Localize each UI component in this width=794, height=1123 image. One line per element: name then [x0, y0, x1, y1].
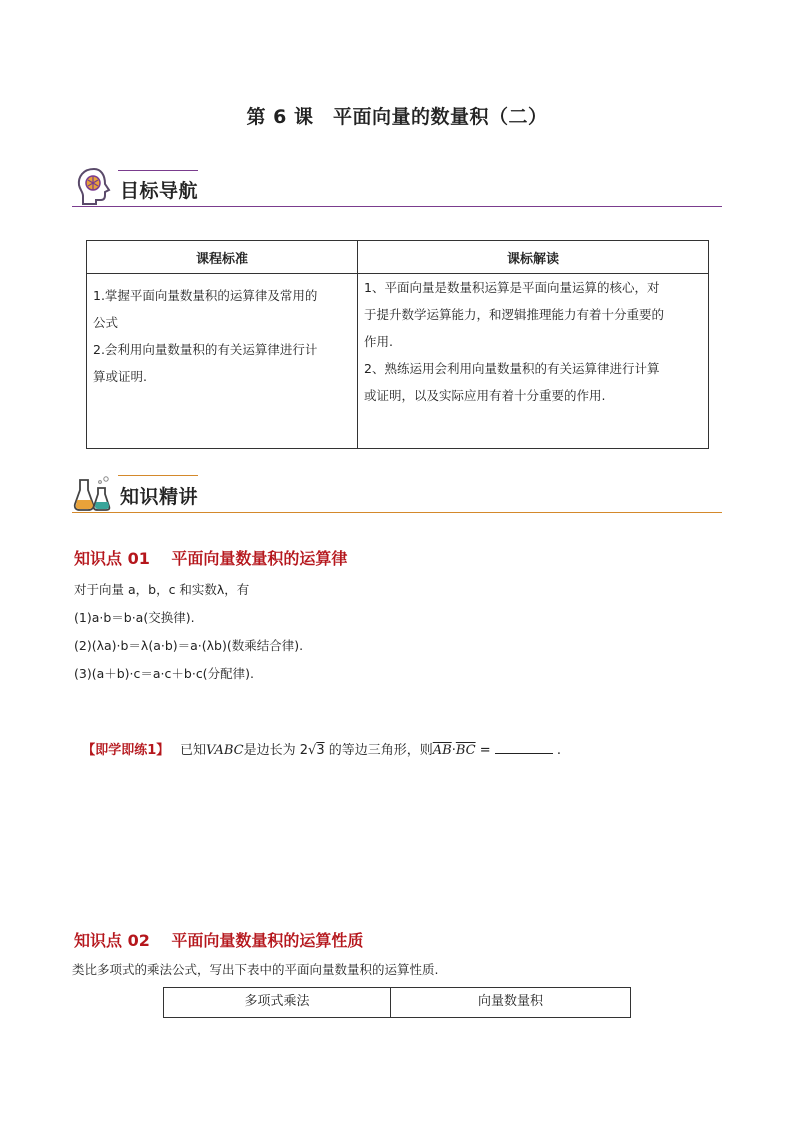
cell-line: 于提升数学运算能力，和逻辑推理能力有着十分重要的: [364, 307, 665, 322]
dot-operator: ·: [451, 743, 456, 758]
section-goal-heading: 目标导航: [120, 180, 199, 202]
kp1-line: 对于向量 a，b，c 和实数λ，有: [74, 582, 250, 597]
section-knowledge-top-rule: [118, 475, 198, 476]
cell-line: 2.会利用向量数量积的有关运算律进行计: [93, 342, 318, 357]
knowledge-point-1-title: 知识点 01 平面向量数量积的运算律: [74, 549, 348, 568]
section-knowledge-header: [70, 472, 722, 516]
cell-line: 作用.: [364, 334, 393, 349]
table-header: 课标解读: [358, 241, 709, 274]
kp1-line: (2)(λa)·b＝λ(a·b)＝a·(λb)(数乘结合律).: [74, 638, 304, 653]
table-header: 向量数量积: [391, 988, 631, 1018]
cell-line: 公式: [93, 315, 119, 330]
cell-line: 1、平面向量是数量积运算是平面向量运算的核心，对: [364, 280, 660, 295]
lab-flask-icon: [72, 474, 114, 514]
cell-line: 2、熟练运用会利用向量数量积的有关运算律进行计算: [364, 361, 660, 376]
knowledge-point-2-title: 知识点 02 平面向量数量积的运算性质: [74, 931, 364, 950]
kp1-line: (3)(a＋b)·c＝a·c＋b·c(分配律).: [74, 666, 254, 681]
radical-expression: [300, 743, 325, 758]
equals-sign: =: [475, 743, 495, 758]
table-header: 课程标准: [87, 241, 358, 274]
vector-ab: $\overline{AB}$: [432, 743, 452, 758]
exercise-text: 已知: [162, 743, 206, 758]
kp1-line: (1)a·b＝b·a(交换律).: [74, 610, 195, 625]
sqrt-icon: √: [308, 743, 317, 758]
interpretation-cell: [358, 274, 709, 449]
cell-line: 1.掌握平面向量数量积的运算律及常用的: [93, 288, 318, 303]
radical-coefficient: 2: [299, 743, 309, 758]
table-header: 多项式乘法: [164, 988, 391, 1018]
section-knowledge-heading: 知识精讲: [120, 486, 199, 508]
section-goal-top-rule: [118, 170, 198, 171]
answer-blank[interactable]: [495, 741, 553, 754]
vector-bc: $\overline{BC}$: [455, 743, 476, 758]
cell-line: 算或证明.: [93, 369, 147, 384]
brain-head-icon: [74, 166, 114, 208]
section-goal-header: [70, 166, 722, 210]
page-title: 第 6 课 平面向量的数量积（二）: [246, 106, 548, 128]
exercise-label: 【即学即练1】: [82, 743, 163, 758]
radical-argument: 3: [316, 743, 325, 758]
exercise-text: 是边长为: [243, 743, 300, 758]
triangle-symbol: VABC: [205, 743, 244, 758]
kp2-intro: 类比多项式的乘法公式，写出下表中的平面向量数量积的运算性质.: [72, 962, 439, 977]
polynomial-vector-table: [163, 987, 631, 1018]
section-knowledge-rule: [72, 512, 722, 513]
exercise-end: .: [552, 743, 562, 758]
cell-line: 或证明，以及实际应用有着十分重要的作用.: [364, 388, 606, 403]
course-standards-table: [86, 240, 709, 449]
section-goal-rule: [72, 206, 722, 207]
standards-cell: [87, 274, 358, 449]
exercise-text: 的等边三角形，则: [324, 743, 433, 758]
exercise-1: [74, 724, 561, 758]
